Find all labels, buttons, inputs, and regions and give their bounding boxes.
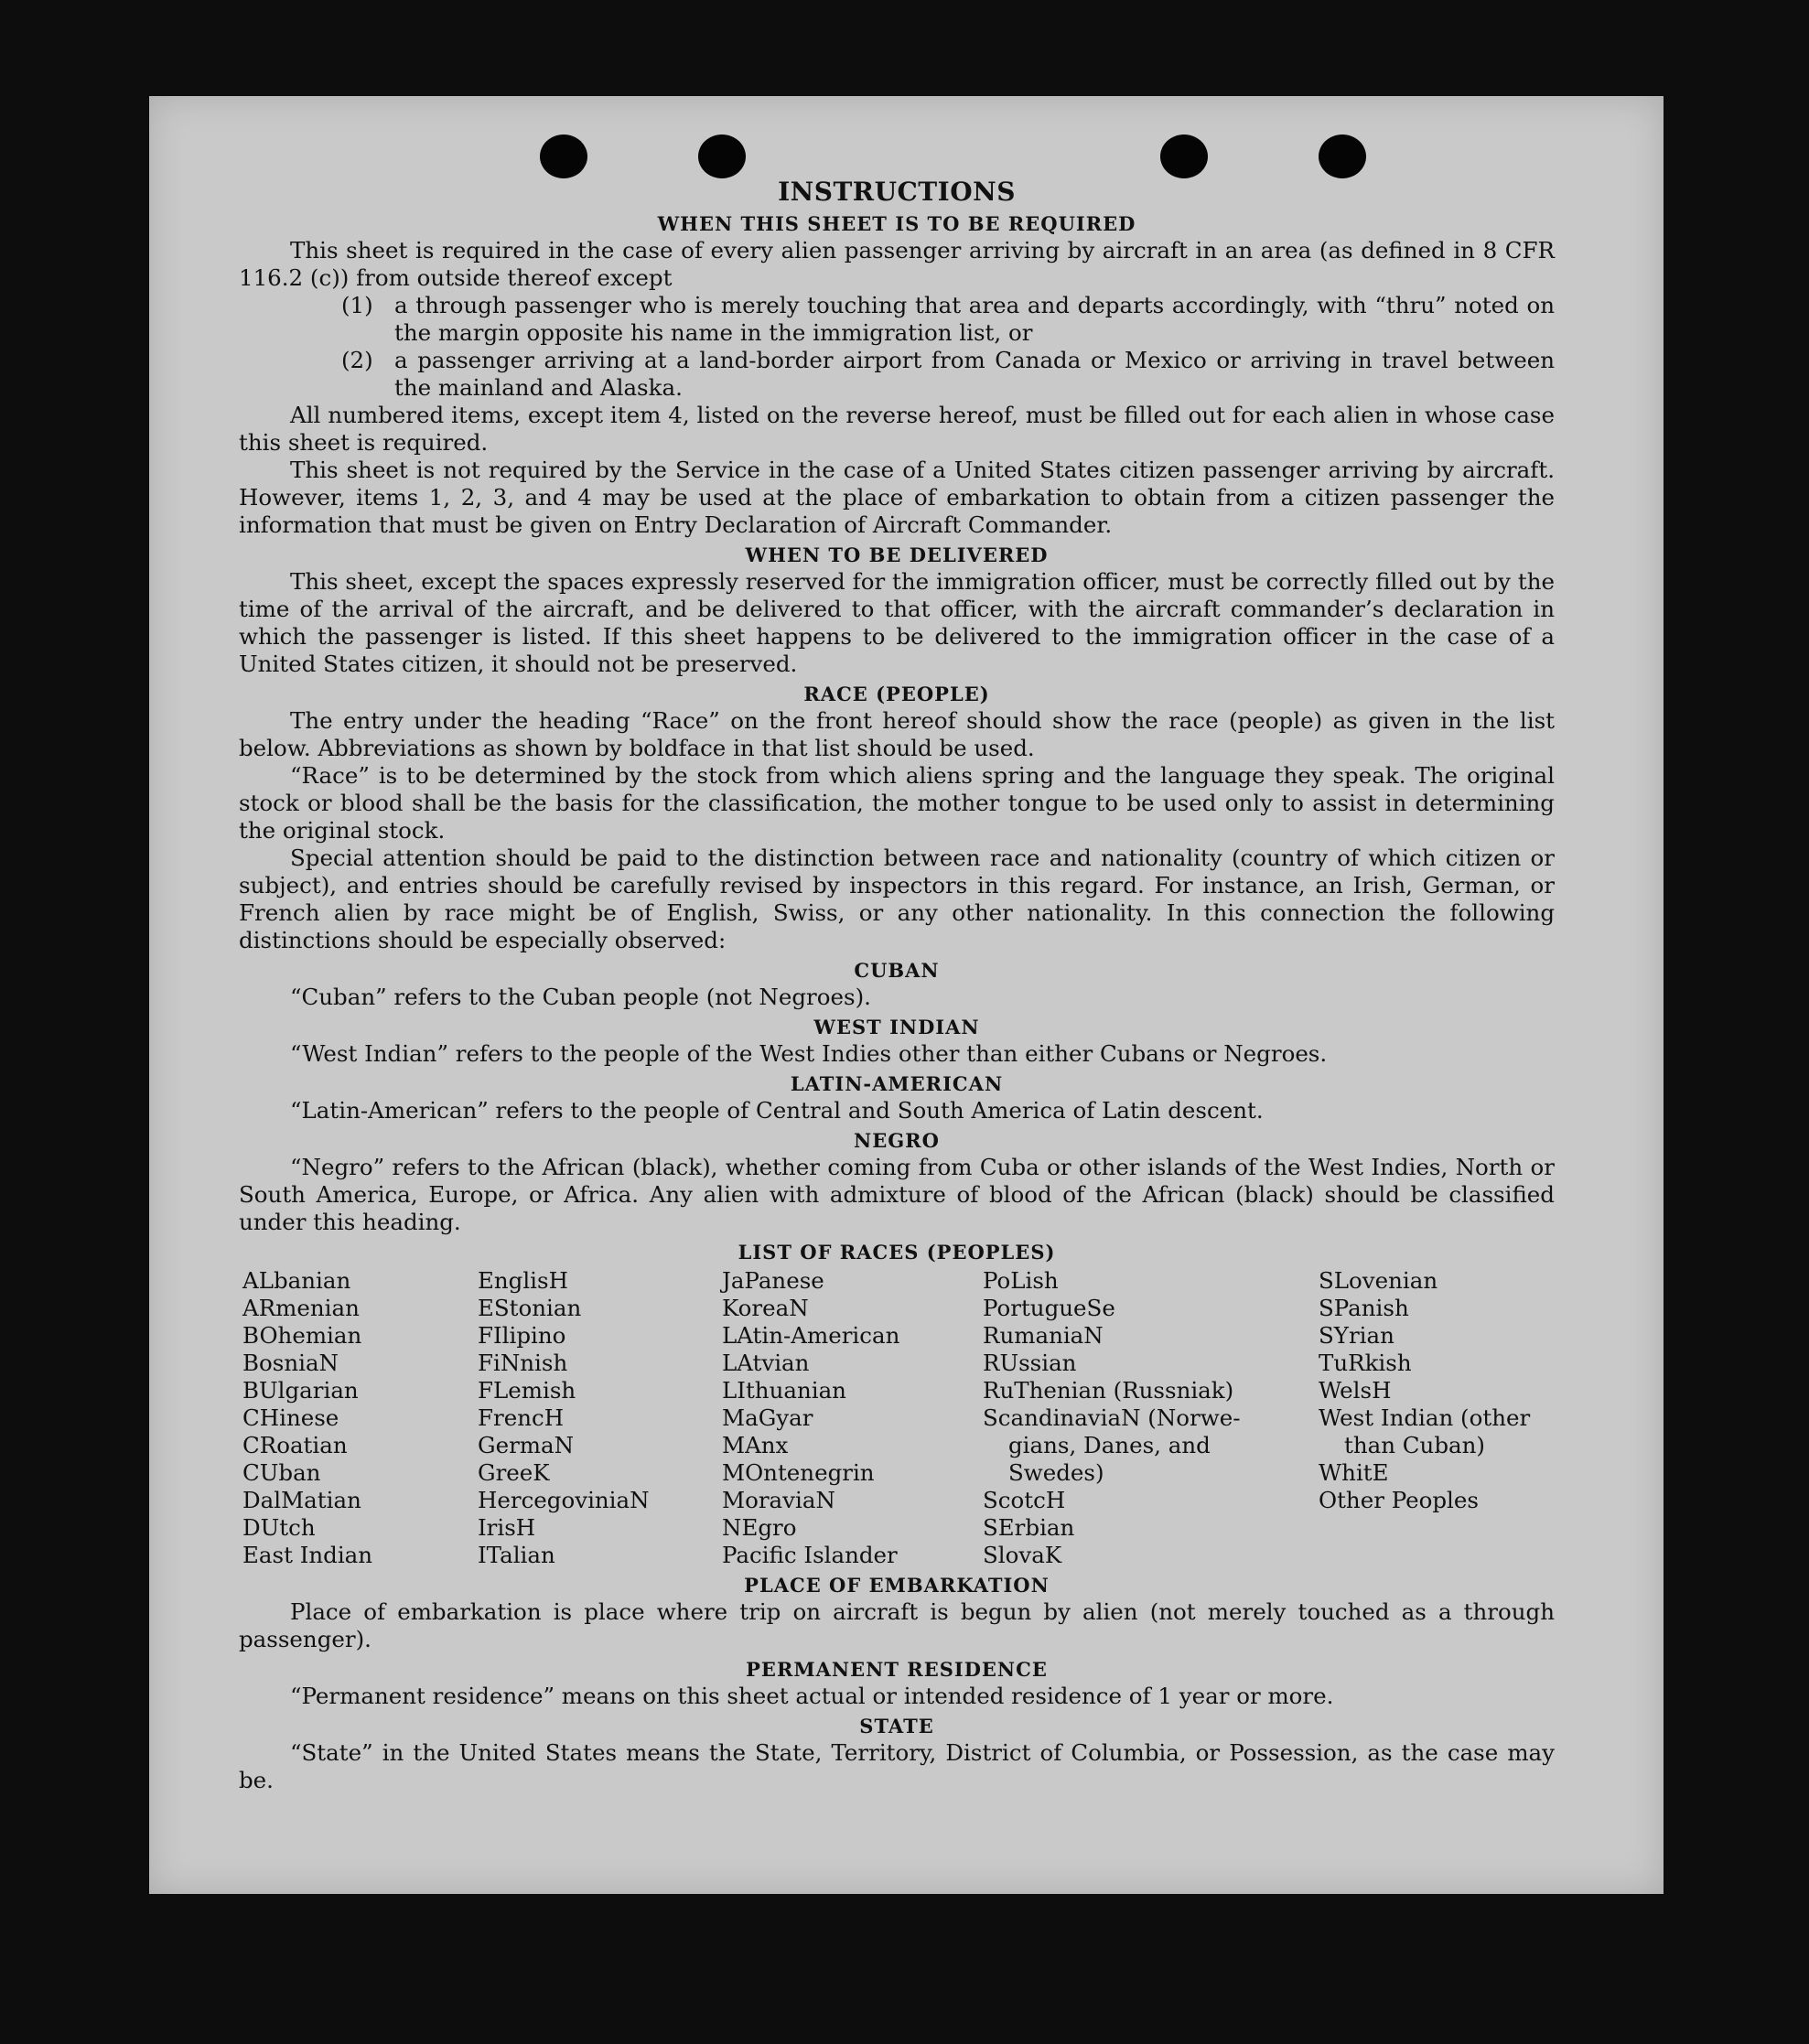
section-heading-negro: NEGRO <box>854 1129 940 1152</box>
race-entry: MAnx <box>722 1432 789 1458</box>
race-entry: WhitE <box>1319 1459 1389 1486</box>
race-entry-continued: than Cuban) <box>1344 1432 1485 1458</box>
race-entry: ScandinaviaN (Norwe- <box>983 1404 1241 1431</box>
race-entry: EnglisH <box>478 1267 568 1294</box>
residence-text: “Permanent residence” means on this sheet actual or intended residence of 1 year or more. <box>290 1683 1334 1709</box>
race-entry: West Indian (other <box>1319 1404 1531 1431</box>
embarkation-text: Place of embarkation is place where trip on aircraft is begun by alien (not merely touched as a through passenger). <box>239 1598 1555 1652</box>
race-para-1: The entry under the heading “Race” on the front hereof should show the race (people) as given in the list below. Abbreviations as shown by boldface in that list should be used. <box>239 707 1555 761</box>
race-entry: BOhemian <box>242 1322 362 1349</box>
race-entry-continued: gians, Danes, and <box>1008 1432 1211 1458</box>
race-entry: FLemish <box>478 1377 576 1404</box>
cuban-text: “Cuban” refers to the Cuban people (not Negroes). <box>290 984 871 1010</box>
section-heading-embarkation: PLACE OF EMBARKATION <box>744 1574 1050 1597</box>
section-heading-latin-american: LATIN-AMERICAN <box>790 1072 1004 1095</box>
race-entry: Other Peoples <box>1319 1487 1479 1513</box>
race-entry: IrisH <box>478 1514 536 1541</box>
race-entry: FIlipino <box>478 1322 566 1349</box>
race-entry: ALbanian <box>242 1267 351 1294</box>
exception-item: (1) a through passenger who is merely touching that area and departs accordingly, with “thru” noted on the margin opposite his name in the immigration list, or <box>341 292 1555 346</box>
punch-hole <box>540 134 587 178</box>
document-sheet <box>149 96 1664 1894</box>
race-entry: WelsH <box>1319 1377 1392 1404</box>
delivered-text: This sheet, except the spaces expressly reserved for the immigration officer, must be correctly filled out by the time of the arrival of the aircraft, and be delivered to that officer, with the aircraft commander’s declaration in which the passenger is listed. If this sheet happens to be delivered to the immigration officer in the case of a United States citizen, it should not be preserved. <box>239 568 1555 677</box>
race-entry: ARmenian <box>242 1295 360 1321</box>
punch-hole <box>1319 134 1366 178</box>
race-entry: GreeK <box>478 1459 550 1486</box>
race-entry: RumaniaN <box>983 1322 1104 1349</box>
races-list <box>239 1267 1555 1569</box>
race-entry: SErbian <box>983 1514 1075 1541</box>
race-para-3: Special attention should be paid to the distinction between race and nationality (country of which citizen or subject), and entries should be carefully revised by inspectors in this regard. For instance, an Irish, German, or French alien by race might be of English, Swiss, or any other nationality. In this connection the following distinctions should be especially observed: <box>239 844 1555 953</box>
race-entry: FrencH <box>478 1404 565 1431</box>
race-entry: FiNnish <box>478 1350 568 1376</box>
race-para-2: “Race” is to be determined by the stock from which aliens spring and the language they speak. The original stock or blood shall be the basis for the classification, the mother tongue to be used only to assist in determining the original stock. <box>239 762 1555 844</box>
race-entry: SYrian <box>1319 1322 1394 1349</box>
race-entry: LIthuanian <box>722 1377 846 1404</box>
exception-item: (2) a passenger arriving at a land-border airport from Canada or Mexico or arriving in travel between the mainland and Alaska. <box>341 347 1555 401</box>
race-entry: SlovaK <box>983 1542 1062 1568</box>
section-heading-west-indian: WEST INDIAN <box>813 1016 980 1038</box>
race-entry: CRoatian <box>242 1432 348 1458</box>
races-column <box>242 1267 478 1569</box>
race-entry: East Indian <box>242 1542 373 1568</box>
races-column <box>1319 1267 1558 1569</box>
race-entry: MaGyar <box>722 1404 813 1431</box>
race-entry: MOntenegrin <box>722 1459 875 1486</box>
required-para-2: All numbered items, except item 4, listed on the reverse hereof, must be filled out for each alien in whose case this sheet is required. <box>239 402 1555 456</box>
race-entry: TuRkish <box>1319 1350 1412 1376</box>
west-indian-text: “West Indian” refers to the people of the West Indies other than either Cubans or Negroes. <box>290 1040 1328 1067</box>
section-heading-required: WHEN THIS SHEET IS TO BE REQUIRED <box>657 212 1136 235</box>
state-text: “State” in the United States means the State, Territory, District of Columbia, or Possession, as the case may be. <box>239 1739 1555 1793</box>
negro-text: “Negro” refers to the African (black), whether coming from Cuba or other islands of the West Indies, North or South America, Europe, or Africa. Any alien with admixture of blood of the African (black) should be classified under this heading. <box>239 1154 1555 1235</box>
section-heading-race: RACE (PEOPLE) <box>803 683 990 705</box>
race-entry: NEgro <box>722 1514 797 1541</box>
race-entry: ITalian <box>478 1542 555 1568</box>
race-entry: PoLish <box>983 1267 1059 1294</box>
race-entry: RUssian <box>983 1350 1077 1376</box>
race-entry: PortugueSe <box>983 1295 1115 1321</box>
race-entry: GermaN <box>478 1432 575 1458</box>
race-entry: SPanish <box>1319 1295 1409 1321</box>
race-entry: CHinese <box>242 1404 339 1431</box>
race-entry: BUlgarian <box>242 1377 359 1404</box>
race-entry: EStonian <box>478 1295 582 1321</box>
race-entry: MoraviaN <box>722 1487 835 1513</box>
race-entry: LAtvian <box>722 1350 810 1376</box>
race-entry: DalMatian <box>242 1487 361 1513</box>
latin-american-text: “Latin-American” refers to the people of Central and South America of Latin descent. <box>290 1097 1264 1124</box>
race-entry: BosniaN <box>242 1350 339 1376</box>
required-intro: This sheet is required in the case of every alien passenger arriving by aircraft in an area (as defined in 8 CFR 116.2 (c)) from outside thereof except <box>239 237 1555 291</box>
section-heading-residence: PERMANENT RESIDENCE <box>746 1658 1048 1681</box>
race-entry: Pacific Islander <box>722 1542 898 1568</box>
punch-hole <box>1160 134 1208 178</box>
races-column <box>983 1267 1319 1569</box>
race-entry: ScotcH <box>983 1487 1066 1513</box>
instructions-content <box>239 177 1555 1794</box>
race-entry: HercegoviniaN <box>478 1487 650 1513</box>
race-entry-continued: Swedes) <box>1008 1459 1104 1486</box>
race-entry: LAtin-American <box>722 1322 900 1349</box>
section-heading-state: STATE <box>859 1715 934 1737</box>
page-title: INSTRUCTIONS <box>778 177 1016 207</box>
punch-hole <box>698 134 746 178</box>
section-heading-list-of-races: LIST OF RACES (PEOPLES) <box>738 1241 1056 1264</box>
races-column <box>478 1267 722 1569</box>
section-heading-delivered: WHEN TO BE DELIVERED <box>745 543 1049 566</box>
race-entry: DUtch <box>242 1514 316 1541</box>
race-entry: JaPanese <box>722 1267 824 1294</box>
races-column <box>722 1267 983 1569</box>
required-para-3: This sheet is not required by the Service in the case of a United States citizen passenger arriving by aircraft. However, items 1, 2, 3, and 4 may be used at the place of embarkation to obtain from a citizen passenger the information that must be given on Entry Declaration of Aircraft Commander. <box>239 457 1555 538</box>
race-entry: SLovenian <box>1319 1267 1438 1294</box>
race-entry: KoreaN <box>722 1295 809 1321</box>
section-heading-cuban: CUBAN <box>854 959 940 982</box>
race-entry: RuThenian (Russniak) <box>983 1377 1234 1404</box>
race-entry: CUban <box>242 1459 321 1486</box>
